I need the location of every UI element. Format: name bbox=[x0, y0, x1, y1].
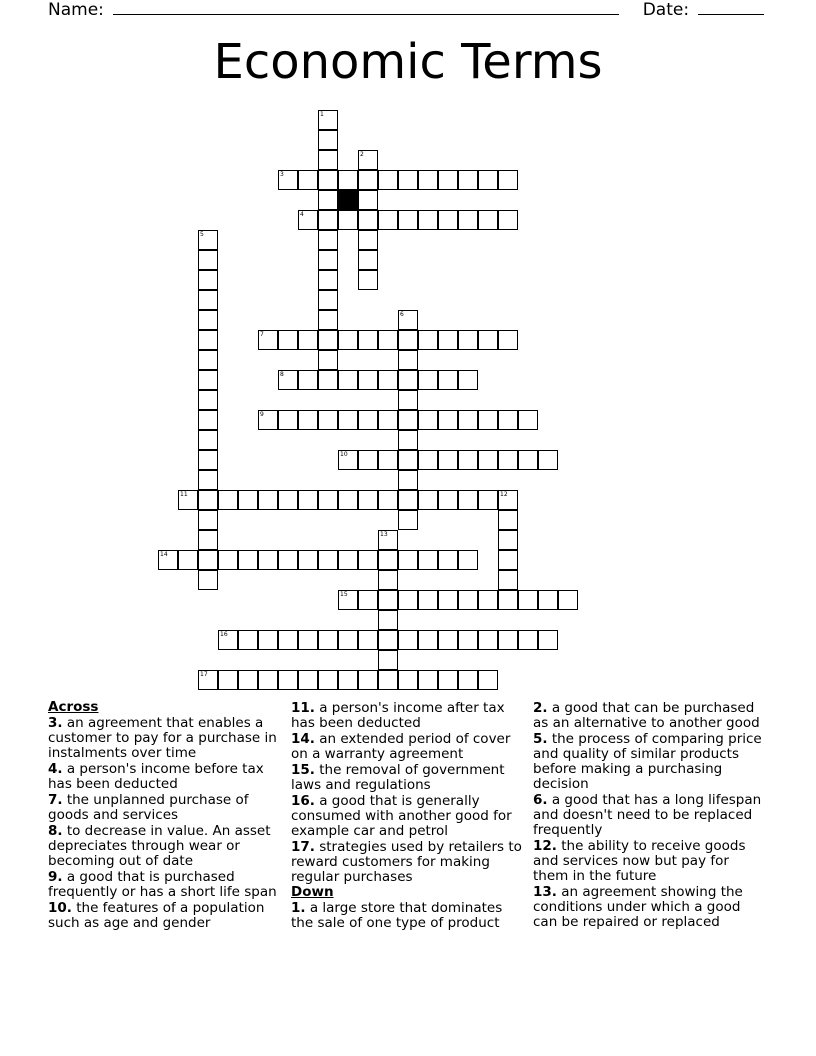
down-clue-list-continued bbox=[533, 701, 763, 930]
across-heading: Across bbox=[48, 699, 99, 715]
grid-cell[interactable] bbox=[198, 370, 218, 390]
grid-cell[interactable] bbox=[498, 410, 518, 430]
date-label: Date: bbox=[642, 0, 690, 20]
grid-cell[interactable] bbox=[238, 490, 258, 510]
clue-number: 9 bbox=[260, 411, 264, 418]
grid-cell[interactable] bbox=[318, 130, 338, 150]
grid-cell[interactable] bbox=[478, 670, 498, 690]
grid-cell[interactable] bbox=[418, 630, 438, 650]
down-clue bbox=[533, 839, 763, 884]
grid-cell[interactable] bbox=[458, 670, 478, 690]
clue-num: 13. bbox=[533, 884, 557, 900]
clues-column-3 bbox=[533, 700, 763, 930]
grid-cell[interactable] bbox=[398, 430, 418, 450]
grid-cell[interactable] bbox=[398, 590, 418, 610]
blocked-cell bbox=[338, 190, 358, 210]
grid-cell[interactable] bbox=[358, 550, 378, 570]
grid-cell[interactable] bbox=[438, 210, 458, 230]
clue-text: an agreement showing the conditions under which a good can be repaired or replaced bbox=[533, 884, 743, 930]
grid-cell[interactable] bbox=[358, 490, 378, 510]
grid-cell[interactable] bbox=[198, 430, 218, 450]
clue-num: 8. bbox=[48, 823, 63, 839]
clue-num: 17. bbox=[291, 839, 315, 855]
grid-cell[interactable] bbox=[238, 630, 258, 650]
grid-cell[interactable] bbox=[258, 490, 278, 510]
grid-cell[interactable] bbox=[318, 190, 338, 210]
across-clue bbox=[48, 901, 280, 931]
grid-cell[interactable] bbox=[378, 670, 398, 690]
grid-cell[interactable] bbox=[198, 530, 218, 550]
clue-text: a person's income before tax has been deducted bbox=[48, 761, 264, 792]
clue-number: 5 bbox=[200, 231, 204, 238]
grid-cell[interactable] bbox=[338, 590, 358, 610]
grid-cell[interactable] bbox=[398, 410, 418, 430]
down-clue-list bbox=[291, 901, 523, 931]
grid-cell[interactable] bbox=[378, 370, 398, 390]
clue-number: 12 bbox=[500, 491, 508, 498]
grid-cell[interactable] bbox=[338, 170, 358, 190]
across-clue bbox=[48, 762, 280, 792]
grid-cell[interactable] bbox=[338, 210, 358, 230]
grid-cell[interactable] bbox=[378, 490, 398, 510]
grid-cell[interactable] bbox=[398, 550, 418, 570]
grid-cell[interactable] bbox=[358, 590, 378, 610]
grid-cell[interactable] bbox=[318, 670, 338, 690]
clue-num: 14. bbox=[291, 731, 315, 747]
grid-cell[interactable] bbox=[498, 590, 518, 610]
grid-cell[interactable] bbox=[318, 250, 338, 270]
grid-cell[interactable] bbox=[318, 350, 338, 370]
grid-cell[interactable] bbox=[398, 210, 418, 230]
clue-number: 14 bbox=[160, 551, 168, 558]
grid-cell[interactable] bbox=[318, 290, 338, 310]
clue-num: 6. bbox=[533, 792, 548, 808]
grid-cell[interactable] bbox=[198, 230, 218, 250]
grid-cell[interactable] bbox=[398, 170, 418, 190]
grid-cell[interactable] bbox=[298, 410, 318, 430]
grid-cell[interactable] bbox=[438, 630, 458, 650]
page-title: Economic Terms bbox=[213, 34, 603, 90]
grid-cell[interactable] bbox=[378, 550, 398, 570]
across-clue bbox=[48, 870, 280, 900]
grid-cell[interactable] bbox=[418, 590, 438, 610]
grid-cell[interactable] bbox=[358, 410, 378, 430]
clue-text: a good that is purchased frequently or has a short life span bbox=[48, 869, 277, 900]
clue-number: 1 bbox=[320, 111, 324, 118]
grid-cell[interactable] bbox=[358, 250, 378, 270]
grid-cell[interactable] bbox=[198, 350, 218, 370]
clue-text: an agreement that enables a customer to pay for a purchase in instalments over time bbox=[48, 715, 277, 761]
grid-cell[interactable] bbox=[398, 490, 418, 510]
grid-cell[interactable] bbox=[198, 330, 218, 350]
grid-cell[interactable] bbox=[438, 450, 458, 470]
clue-num: 11. bbox=[291, 700, 315, 716]
grid-cell[interactable] bbox=[498, 170, 518, 190]
grid-cell[interactable] bbox=[178, 490, 198, 510]
grid-cell[interactable] bbox=[518, 450, 538, 470]
grid-cell[interactable] bbox=[338, 630, 358, 650]
clue-text: the features of a population such as age and gender bbox=[48, 900, 265, 931]
across-clue bbox=[48, 793, 280, 823]
grid-cell[interactable] bbox=[218, 550, 238, 570]
grid-cell[interactable] bbox=[478, 330, 498, 350]
grid-cell[interactable] bbox=[478, 450, 498, 470]
grid-cell[interactable] bbox=[278, 670, 298, 690]
grid-cell[interactable] bbox=[358, 230, 378, 250]
across-clue-list-continued bbox=[291, 701, 523, 885]
grid-cell[interactable] bbox=[438, 550, 458, 570]
grid-cell[interactable] bbox=[318, 310, 338, 330]
grid-cell[interactable] bbox=[418, 170, 438, 190]
clue-text: a good that is generally consumed with another good for example car and petrol bbox=[291, 793, 512, 839]
grid-cell[interactable] bbox=[518, 590, 538, 610]
grid-cell[interactable] bbox=[298, 170, 318, 190]
grid-cell[interactable] bbox=[278, 410, 298, 430]
grid-cell[interactable] bbox=[398, 670, 418, 690]
grid-cell[interactable] bbox=[318, 410, 338, 430]
grid-cell[interactable] bbox=[318, 210, 338, 230]
grid-cell[interactable] bbox=[438, 410, 458, 430]
grid-cell[interactable] bbox=[358, 370, 378, 390]
grid-cell[interactable] bbox=[318, 230, 338, 250]
grid-cell[interactable] bbox=[358, 190, 378, 210]
grid-cell[interactable] bbox=[338, 410, 358, 430]
clue-text: to decrease in value. An asset depreciates through wear or becoming out of date bbox=[48, 823, 271, 869]
grid-cell[interactable] bbox=[458, 170, 478, 190]
grid-cell[interactable] bbox=[258, 630, 278, 650]
name-label: Name: bbox=[48, 0, 104, 20]
grid-cell[interactable] bbox=[378, 530, 398, 550]
grid-cell[interactable] bbox=[458, 450, 478, 470]
grid-cell[interactable] bbox=[318, 630, 338, 650]
grid-cell[interactable] bbox=[458, 630, 478, 650]
grid-cell[interactable] bbox=[298, 330, 318, 350]
down-clue bbox=[533, 732, 763, 792]
grid-cell[interactable] bbox=[318, 170, 338, 190]
grid-cell[interactable] bbox=[498, 210, 518, 230]
grid-cell[interactable] bbox=[358, 450, 378, 470]
clue-text: an extended period of cover on a warranty agreement bbox=[291, 731, 511, 762]
grid-cell[interactable] bbox=[438, 330, 458, 350]
clue-text: a good that has a long lifespan and doesn't need to be replaced frequently bbox=[533, 792, 762, 838]
grid-cell[interactable] bbox=[198, 290, 218, 310]
grid-cell[interactable] bbox=[318, 490, 338, 510]
clue-number: 7 bbox=[260, 331, 264, 338]
clue-num: 4. bbox=[48, 761, 63, 777]
across-clue bbox=[291, 732, 523, 762]
grid-cell[interactable] bbox=[398, 350, 418, 370]
grid-cell[interactable] bbox=[378, 590, 398, 610]
grid-cell[interactable] bbox=[398, 370, 418, 390]
clue-num: 9. bbox=[48, 869, 63, 885]
grid-cell[interactable] bbox=[478, 490, 498, 510]
grid-cell[interactable] bbox=[278, 550, 298, 570]
grid-cell[interactable] bbox=[358, 330, 378, 350]
clue-number: 8 bbox=[280, 371, 284, 378]
grid-cell[interactable] bbox=[518, 630, 538, 650]
grid-cell[interactable] bbox=[418, 370, 438, 390]
grid-cell[interactable] bbox=[198, 310, 218, 330]
grid-cell[interactable] bbox=[278, 490, 298, 510]
grid-cell[interactable] bbox=[198, 670, 218, 690]
clue-num: 3. bbox=[48, 715, 63, 731]
grid-cell[interactable] bbox=[198, 510, 218, 530]
grid-cell[interactable] bbox=[298, 630, 318, 650]
grid-cell[interactable] bbox=[258, 670, 278, 690]
grid-cell[interactable] bbox=[498, 510, 518, 530]
grid-cell[interactable] bbox=[458, 370, 478, 390]
grid-cell[interactable] bbox=[318, 270, 338, 290]
grid-cell[interactable] bbox=[458, 590, 478, 610]
across-clue bbox=[291, 701, 523, 731]
clue-number: 13 bbox=[380, 531, 388, 538]
grid-cell[interactable] bbox=[478, 170, 498, 190]
clue-number: 3 bbox=[280, 171, 284, 178]
grid-cell[interactable] bbox=[278, 370, 298, 390]
grid-cell[interactable] bbox=[458, 330, 478, 350]
grid-cell[interactable] bbox=[338, 550, 358, 570]
grid-cell[interactable] bbox=[358, 670, 378, 690]
grid-cell[interactable] bbox=[398, 390, 418, 410]
across-clue bbox=[48, 716, 280, 761]
grid-cell[interactable] bbox=[318, 370, 338, 390]
grid-cell[interactable] bbox=[198, 450, 218, 470]
grid-cell[interactable] bbox=[258, 410, 278, 430]
grid-cell[interactable] bbox=[438, 170, 458, 190]
grid-cell[interactable] bbox=[458, 210, 478, 230]
down-clue bbox=[533, 701, 763, 731]
grid-cell[interactable] bbox=[238, 550, 258, 570]
down-clue bbox=[533, 793, 763, 838]
grid-cell[interactable] bbox=[198, 270, 218, 290]
grid-cell[interactable] bbox=[418, 410, 438, 430]
grid-cell[interactable] bbox=[358, 170, 378, 190]
grid-cell[interactable] bbox=[338, 670, 358, 690]
grid-cell[interactable] bbox=[238, 670, 258, 690]
grid-cell[interactable] bbox=[298, 670, 318, 690]
grid-cell[interactable] bbox=[378, 570, 398, 590]
grid-cell[interactable] bbox=[438, 370, 458, 390]
grid-cell[interactable] bbox=[378, 630, 398, 650]
grid-cell[interactable] bbox=[278, 170, 298, 190]
grid-cell[interactable] bbox=[198, 410, 218, 430]
clue-text: a good that can be purchased as an alternative to another good bbox=[533, 700, 760, 731]
grid-cell[interactable] bbox=[178, 550, 198, 570]
clue-num: 5. bbox=[533, 731, 548, 747]
grid-cell[interactable] bbox=[338, 450, 358, 470]
grid-cell[interactable] bbox=[478, 410, 498, 430]
grid-cell[interactable] bbox=[498, 550, 518, 570]
grid-cell[interactable] bbox=[498, 450, 518, 470]
clue-number: 6 bbox=[400, 311, 404, 318]
grid-cell[interactable] bbox=[398, 330, 418, 350]
grid-cell[interactable] bbox=[298, 490, 318, 510]
grid-cell[interactable] bbox=[418, 490, 438, 510]
grid-cell[interactable] bbox=[158, 550, 178, 570]
clue-text: the ability to receive goods and services now but pay for them in the future bbox=[533, 838, 746, 884]
clue-num: 1. bbox=[291, 900, 306, 916]
grid-cell[interactable] bbox=[458, 550, 478, 570]
grid-cell[interactable] bbox=[198, 390, 218, 410]
grid-cell[interactable] bbox=[338, 490, 358, 510]
clue-num: 2. bbox=[533, 700, 548, 716]
grid-cell[interactable] bbox=[358, 150, 378, 170]
grid-cell[interactable] bbox=[378, 210, 398, 230]
grid-cell[interactable] bbox=[498, 630, 518, 650]
grid-cell[interactable] bbox=[278, 630, 298, 650]
grid-cell[interactable] bbox=[498, 330, 518, 350]
grid-cell[interactable] bbox=[218, 490, 238, 510]
grid-cell[interactable] bbox=[298, 370, 318, 390]
across-clue-list bbox=[48, 716, 280, 931]
grid-cell[interactable] bbox=[478, 630, 498, 650]
clues-column-2 bbox=[291, 700, 523, 931]
grid-cell[interactable] bbox=[458, 490, 478, 510]
grid-cell[interactable] bbox=[498, 530, 518, 550]
clue-num: 7. bbox=[48, 792, 63, 808]
clue-number: 10 bbox=[340, 451, 348, 458]
clue-num: 15. bbox=[291, 762, 315, 778]
grid-cell[interactable] bbox=[198, 490, 218, 510]
clue-number: 4 bbox=[300, 211, 304, 218]
grid-cell[interactable] bbox=[398, 630, 418, 650]
grid-cell[interactable] bbox=[538, 590, 558, 610]
grid-cell[interactable] bbox=[418, 210, 438, 230]
clue-num: 10. bbox=[48, 900, 72, 916]
grid-cell[interactable] bbox=[378, 450, 398, 470]
clue-text: a large store that dominates the sale of one type of product bbox=[291, 900, 503, 931]
grid-cell[interactable] bbox=[438, 590, 458, 610]
grid-cell[interactable] bbox=[438, 670, 458, 690]
grid-cell[interactable] bbox=[378, 410, 398, 430]
grid-cell[interactable] bbox=[398, 450, 418, 470]
grid-cell[interactable] bbox=[318, 150, 338, 170]
grid-cell[interactable] bbox=[498, 570, 518, 590]
grid-cell[interactable] bbox=[338, 330, 358, 350]
grid-cell[interactable] bbox=[278, 330, 298, 350]
grid-cell[interactable] bbox=[318, 550, 338, 570]
grid-cell[interactable] bbox=[378, 330, 398, 350]
grid-cell[interactable] bbox=[418, 670, 438, 690]
grid-cell[interactable] bbox=[378, 610, 398, 630]
clue-num: 16. bbox=[291, 793, 315, 809]
grid-cell[interactable] bbox=[258, 550, 278, 570]
grid-cell[interactable] bbox=[398, 310, 418, 330]
grid-cell[interactable] bbox=[438, 490, 458, 510]
grid-cell[interactable] bbox=[398, 510, 418, 530]
clue-number: 17 bbox=[200, 671, 208, 678]
grid-cell[interactable] bbox=[198, 550, 218, 570]
across-clue bbox=[291, 840, 523, 885]
grid-cell[interactable] bbox=[458, 410, 478, 430]
grid-cell[interactable] bbox=[558, 590, 578, 610]
down-clue bbox=[291, 901, 523, 931]
grid-cell[interactable] bbox=[498, 490, 518, 510]
across-clue bbox=[48, 824, 280, 869]
grid-cell[interactable] bbox=[358, 270, 378, 290]
grid-cell[interactable] bbox=[198, 250, 218, 270]
grid-cell[interactable] bbox=[218, 670, 238, 690]
grid-cell[interactable] bbox=[418, 450, 438, 470]
clue-number: 2 bbox=[360, 151, 364, 158]
clue-number: 11 bbox=[180, 491, 188, 498]
across-clue bbox=[291, 794, 523, 839]
grid-cell[interactable] bbox=[378, 170, 398, 190]
grid-cell[interactable] bbox=[358, 210, 378, 230]
grid-cell[interactable] bbox=[398, 470, 418, 490]
grid-cell[interactable] bbox=[198, 570, 218, 590]
grid-cell[interactable] bbox=[338, 370, 358, 390]
grid-cell[interactable] bbox=[218, 630, 238, 650]
grid-cell[interactable] bbox=[298, 550, 318, 570]
clue-text: the process of comparing price and quality of similar products before making a purchasing decision bbox=[533, 731, 762, 792]
clue-text: a person's income after tax has been deducted bbox=[291, 700, 505, 731]
grid-cell[interactable] bbox=[518, 410, 538, 430]
grid-cell[interactable] bbox=[418, 330, 438, 350]
grid-cell[interactable] bbox=[478, 210, 498, 230]
clue-number: 15 bbox=[340, 591, 348, 598]
grid-cell[interactable] bbox=[538, 450, 558, 470]
grid-cell[interactable] bbox=[198, 470, 218, 490]
clue-text: strategies used by retailers to reward customers for making regular purchases bbox=[291, 839, 522, 885]
grid-cell[interactable] bbox=[538, 630, 558, 650]
grid-cell[interactable] bbox=[318, 110, 338, 130]
grid-cell[interactable] bbox=[418, 550, 438, 570]
clue-number: 16 bbox=[220, 631, 228, 638]
clue-num: 12. bbox=[533, 838, 557, 854]
across-clue bbox=[291, 763, 523, 793]
grid-cell[interactable] bbox=[378, 650, 398, 670]
grid-cell[interactable] bbox=[258, 330, 278, 350]
clue-text: the removal of government laws and regulations bbox=[291, 762, 505, 793]
down-clue bbox=[533, 885, 763, 930]
grid-cell[interactable] bbox=[298, 210, 318, 230]
clues-column-1 bbox=[48, 700, 280, 931]
grid-cell[interactable] bbox=[358, 630, 378, 650]
clue-text: the unplanned purchase of goods and services bbox=[48, 792, 249, 823]
grid-cell[interactable] bbox=[318, 330, 338, 350]
down-heading: Down bbox=[291, 884, 334, 900]
grid-cell[interactable] bbox=[478, 590, 498, 610]
